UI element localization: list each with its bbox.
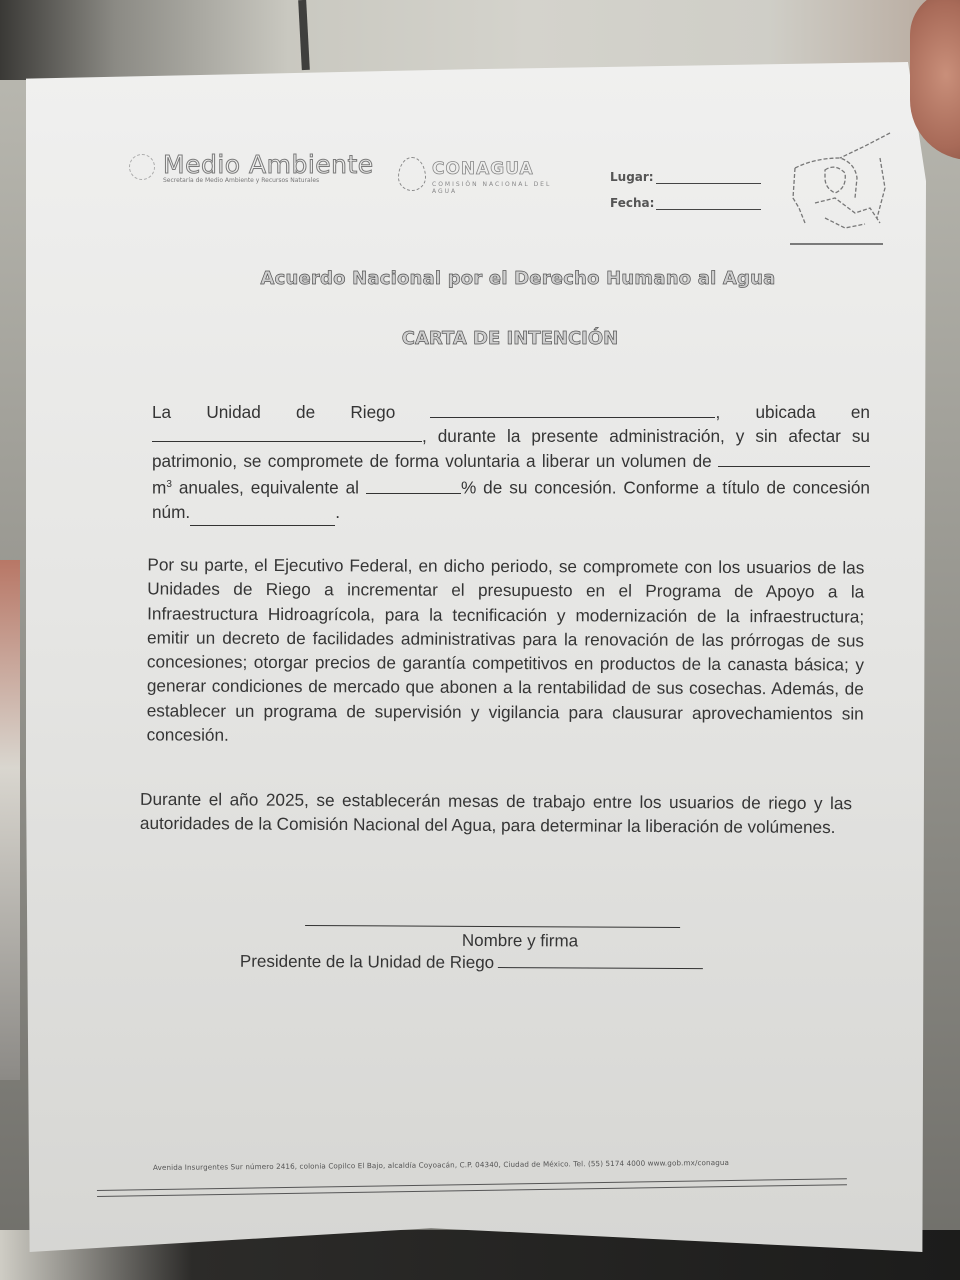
national-emblem-icon: [785, 128, 895, 248]
hand-left: [0, 560, 20, 1080]
water-drop-icon: [398, 157, 426, 191]
signature-block: [230, 917, 750, 975]
logo-medio-ambiente-subtitle: Secretaría de Medio Ambiente y Recursos Naturales: [163, 177, 320, 184]
titulo-concesion-field[interactable]: [190, 509, 335, 526]
volumen-field[interactable]: [718, 450, 870, 467]
fecha-label: Fecha:: [610, 196, 655, 210]
logo-medio-ambiente-title: Medio Ambiente: [163, 150, 374, 179]
p1-text-3: , durante la presente administración, y sin afectar su patrimonio, se compromete de forma voluntaria a liberar un volumen de: [152, 426, 870, 471]
lugar-field[interactable]: [656, 171, 761, 184]
president-row: [240, 952, 750, 975]
document-title: Acuerdo Nacional por el Derecho Humano al Agua: [260, 268, 776, 289]
unit-m: m: [152, 477, 167, 498]
unidad-riego-field[interactable]: [430, 401, 715, 418]
lugar-row: [610, 158, 761, 184]
president-field[interactable]: [498, 953, 703, 969]
logo-medio-ambiente: [125, 150, 375, 184]
signature-caption: Nombre y firma: [461, 930, 579, 951]
p1-text-2: , ubicada en: [715, 402, 870, 422]
president-label: Presidente de la Unidad de Riego: [239, 951, 495, 973]
unit-exponent: 3: [166, 478, 172, 490]
logo-conagua-subtitle: COMISIÓN NACIONAL DEL AGUA: [432, 181, 552, 195]
fecha-field[interactable]: [656, 197, 761, 210]
fecha-row: [610, 184, 761, 210]
federal-commitment-paragraph: Por su parte, el Ejecutivo Federal, en dicho periodo, se compromete con los usuarios de las Unidades de Riego a incrementar el presupuesto en el Programa de Apoyo a la Infraestructura Hidroagrícola, para la tecnificación y modernización de la infraestructura; emitir un decreto de facilidades administrativas para la renovación de las prórrogas de sus concesiones; otorgar precios de garantía competitivos en productos de la canasta básica; y generar condiciones de mercado que abonen a la rentabilidad de sus cosechas. Además, de establecer un programa de supervisión y vigilancia para clausurar aprovechamientos sin concesión.: [146, 554, 865, 745]
lugar-label: Lugar:: [610, 170, 654, 184]
semarnat-mark-icon: [129, 154, 155, 180]
document-subtitle: CARTA DE INTENCIÓN: [401, 328, 619, 349]
p1-text-1: La Unidad de Riego: [152, 402, 431, 422]
logo-conagua: [398, 157, 558, 197]
work-tables-paragraph: Durante el año 2025, se establecerán mesas de trabajo entre los usuarios de riego y las autoridades de la Comisión Nacional del Agua, para determinar la liberación de volúmenes.: [139, 788, 853, 838]
place-date-fields: [610, 158, 761, 210]
ubicacion-field[interactable]: [152, 425, 422, 442]
logo-conagua-title: CONAGUA: [432, 159, 534, 179]
porcentaje-field[interactable]: [366, 477, 461, 494]
p1-text-4: anuales, equivalente al: [171, 477, 366, 498]
commitment-paragraph: [152, 400, 870, 524]
footer-address: Avenida Insurgentes Sur número 2416, colonia Copilco El Bajo, alcaldía Coyoacán, C.P. 04340, Ciudad de México. Tel. (55) 5174 4000 www.gob.mx/conagua: [152, 1157, 730, 1172]
signature-line[interactable]: [305, 917, 680, 928]
p1-text-6: .: [335, 501, 340, 522]
p1-text-5: % de su concesión. Conforme a título de concesión núm.: [152, 477, 870, 522]
